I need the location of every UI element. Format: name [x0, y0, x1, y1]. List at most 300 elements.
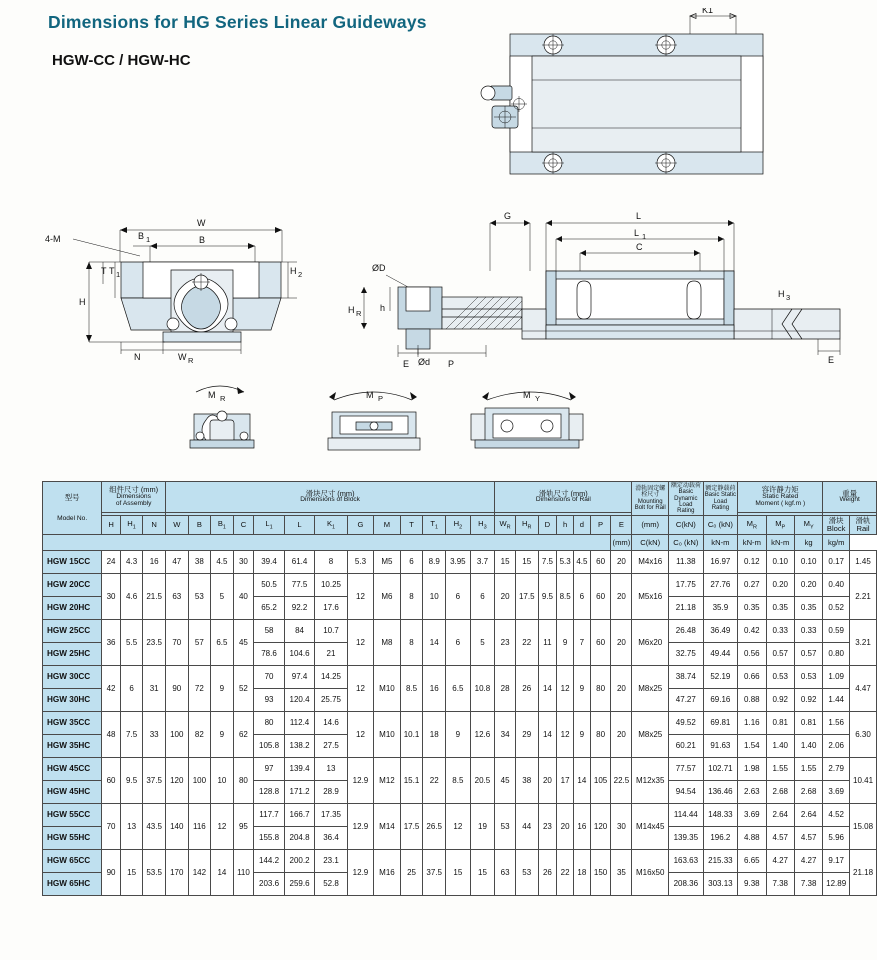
cell-h3: 19 — [470, 804, 495, 850]
cell-c0_kn: 102.71 — [703, 758, 738, 781]
cell-p: 150 — [590, 850, 611, 896]
group-header-static-load: 额定静载荷 Basic Static Load Rating — [703, 482, 738, 516]
row-model-label: HGW 65CC — [43, 850, 102, 873]
cell-h1: 15 — [120, 850, 142, 896]
svg-text:H: H — [778, 289, 785, 299]
cell-l1: 58 — [254, 620, 285, 643]
cell-l: 97.4 — [284, 666, 315, 689]
cell-l1: 203.6 — [254, 873, 285, 896]
cell-c0_kn: 35.9 — [703, 597, 738, 620]
cell-n: 33 — [143, 712, 166, 758]
svg-text:H: H — [348, 305, 355, 315]
col-W: W — [166, 516, 189, 535]
cell-my: 1.40 — [794, 735, 822, 758]
cell-p: 80 — [590, 712, 611, 758]
cell-h: 17 — [557, 758, 574, 804]
cell-my: 0.33 — [794, 620, 822, 643]
cell-d: 9.5 — [538, 574, 557, 620]
cell-my: 0.35 — [794, 597, 822, 620]
cell-e: 20 — [611, 551, 632, 574]
cell-w: 47 — [166, 551, 189, 574]
cell-e: 35 — [611, 850, 632, 896]
cell-t1: 22 — [423, 758, 446, 804]
cell-h3: 5 — [470, 620, 495, 666]
cell-l1: 80 — [254, 712, 285, 735]
cell-t1: 10 — [423, 574, 446, 620]
cell-p: 120 — [590, 804, 611, 850]
cell-wr: 45 — [495, 758, 516, 804]
cell-block_kg: 4.52 — [823, 804, 850, 827]
group-header-bolt: 滑轨固定螺栓尺寸 Mounting Bolt for Rail — [632, 482, 669, 516]
cell-h2: 3.95 — [446, 551, 471, 574]
cell-e: 30 — [611, 804, 632, 850]
cell-g: 5.3 — [347, 551, 373, 574]
cell-l1: 144.2 — [254, 850, 285, 873]
row-model-label: HGW 65HC — [43, 873, 102, 896]
cell-h3: 12.6 — [470, 712, 495, 758]
cell-p: 60 — [590, 551, 611, 574]
svg-text:1: 1 — [642, 232, 647, 241]
cell-h: 20 — [557, 804, 574, 850]
cell-h2: 15 — [446, 850, 471, 896]
cell-rail_kgm: 1.45 — [850, 551, 877, 574]
svg-text:N: N — [134, 352, 141, 362]
row-model-label: HGW 35CC — [43, 712, 102, 735]
cell-hr: 26 — [515, 666, 538, 712]
unit-mr: kN-m — [703, 535, 738, 551]
cell-b1: 6.5 — [211, 620, 233, 666]
cell-c_kn: 163.63 — [669, 850, 704, 873]
group-header-assembly: 组件尺寸 (mm) Dimensions of Assembly — [102, 482, 166, 513]
unit-bolt: (mm) — [611, 535, 632, 551]
cell-l1: 105.8 — [254, 735, 285, 758]
cell-mr: 2.63 — [738, 781, 766, 804]
col-WR: $W_R$ — [495, 516, 516, 535]
cell-l: 139.4 — [284, 758, 315, 781]
cell-l: 138.2 — [284, 735, 315, 758]
svg-text:Y: Y — [535, 394, 541, 403]
svg-text:h: h — [380, 303, 386, 313]
specifications-table — [42, 481, 877, 896]
row-model-label: HGW 20HC — [43, 597, 102, 620]
cell-t1: 18 — [423, 712, 446, 758]
cell-b: 72 — [188, 666, 211, 712]
cell-rail_kgm: 3.21 — [850, 620, 877, 666]
group-header-weight: 重量 Weight — [823, 482, 877, 513]
cell-mp: 4.57 — [766, 827, 794, 850]
cell-h3: 6 — [470, 574, 495, 620]
cell-g: 12 — [347, 712, 373, 758]
cell-mr: 1.54 — [738, 735, 766, 758]
cell-block_kg: 0.40 — [823, 574, 850, 597]
col-B: B — [188, 516, 211, 535]
cell-e: 22.5 — [611, 758, 632, 804]
cell-d: 4.5 — [574, 551, 591, 574]
cell-l: 120.4 — [284, 689, 315, 712]
svg-text:2: 2 — [298, 270, 303, 279]
col-K1: $K_1$ — [315, 516, 347, 535]
col-MP: $M_P$ — [766, 516, 794, 535]
cell-l: 204.8 — [284, 827, 315, 850]
cell-k1: 28.9 — [315, 781, 347, 804]
cell-mr: 3.69 — [738, 804, 766, 827]
cell-c_kn: 60.21 — [669, 735, 704, 758]
col-static-unit: C₀ (kN) — [703, 516, 738, 535]
table-row — [43, 712, 877, 735]
cell-p: 60 — [590, 620, 611, 666]
table-row — [43, 758, 877, 781]
cell-mp: 0.20 — [766, 574, 794, 597]
svg-text:3: 3 — [786, 293, 791, 302]
cell-h1: 4.3 — [120, 551, 142, 574]
cell-c: 45 — [233, 620, 254, 666]
cell-c0_kn: 49.44 — [703, 643, 738, 666]
svg-text:W: W — [178, 352, 187, 362]
cell-c0_kn: 36.49 — [703, 620, 738, 643]
cell-h2: 6 — [446, 620, 471, 666]
cell-d: 11 — [538, 620, 557, 666]
cell-g: 12.9 — [347, 758, 373, 804]
page-subtitle: HGW-CC / HGW-HC — [52, 52, 191, 69]
cell-d: 26 — [538, 850, 557, 896]
cell-h: 42 — [102, 666, 121, 712]
svg-text:W: W — [197, 218, 206, 228]
cell-l1: 78.6 — [254, 643, 285, 666]
cell-k1: 14.6 — [315, 712, 347, 735]
cell-l1: 39.4 — [254, 551, 285, 574]
unit-rail-kgm: kg/m — [823, 535, 850, 551]
cell-mp: 7.38 — [766, 873, 794, 896]
cell-l1: 50.5 — [254, 574, 285, 597]
svg-text:ØD: ØD — [372, 263, 386, 273]
figure-moment-mp — [300, 380, 450, 475]
cell-c_kn: 26.48 — [669, 620, 704, 643]
cell-l: 171.2 — [284, 781, 315, 804]
cell-bolt: M16x50 — [632, 850, 669, 896]
cell-block_kg: 0.59 — [823, 620, 850, 643]
col-P: P — [590, 516, 611, 535]
cell-k1: 25.75 — [315, 689, 347, 712]
svg-text:4-M: 4-M — [45, 234, 61, 244]
cell-t1: 26.5 — [423, 804, 446, 850]
cell-bolt: M5x16 — [632, 574, 669, 620]
cell-mp: 2.68 — [766, 781, 794, 804]
table-row — [43, 574, 877, 597]
row-model-label: HGW 55CC — [43, 804, 102, 827]
specifications-table-wrapper — [42, 481, 877, 896]
cell-p: 60 — [590, 574, 611, 620]
cell-b1: 10 — [211, 758, 233, 804]
cell-d: 6 — [574, 574, 591, 620]
cell-rail_kgm: 4.47 — [850, 666, 877, 712]
cell-c_kn: 47.27 — [669, 689, 704, 712]
cell-mr: 1.16 — [738, 712, 766, 735]
cell-l1: 93 — [254, 689, 285, 712]
cell-mp: 0.92 — [766, 689, 794, 712]
cell-mr: 4.88 — [738, 827, 766, 850]
cell-c_kn: 114.44 — [669, 804, 704, 827]
cell-c0_kn: 303.13 — [703, 873, 738, 896]
cell-k1: 52.8 — [315, 873, 347, 896]
cell-mr: 0.35 — [738, 597, 766, 620]
cell-h3: 15 — [470, 850, 495, 896]
cell-h: 9 — [557, 620, 574, 666]
cell-c0_kn: 16.97 — [703, 551, 738, 574]
cell-n: 23.5 — [143, 620, 166, 666]
table-row — [43, 804, 877, 827]
cell-p: 105 — [590, 758, 611, 804]
cell-m: M16 — [374, 850, 400, 896]
cell-t: 17.5 — [400, 804, 423, 850]
table-row — [43, 666, 877, 689]
cell-c0_kn: 215.33 — [703, 850, 738, 873]
cell-my: 0.92 — [794, 689, 822, 712]
cell-h1: 9.5 — [120, 758, 142, 804]
cell-h2: 9 — [446, 712, 471, 758]
row-model-label: HGW 45CC — [43, 758, 102, 781]
group-header-rail: 滑轨尺寸 (mm) Dimensions of Rail — [495, 482, 632, 513]
col-rail-weight: 滑轨 Rail — [850, 516, 877, 535]
row-model-label: HGW 15CC — [43, 551, 102, 574]
cell-h1: 6 — [120, 666, 142, 712]
cell-c_kn: 49.52 — [669, 712, 704, 735]
cell-mr: 0.12 — [738, 551, 766, 574]
cell-mr: 9.38 — [738, 873, 766, 896]
cell-d: 14 — [574, 758, 591, 804]
group-header-model: 型号 Model No. — [43, 482, 102, 535]
cell-e: 20 — [611, 574, 632, 620]
cell-h: 30 — [102, 574, 121, 620]
cell-rail_kgm: 10.41 — [850, 758, 877, 804]
cell-n: 37.5 — [143, 758, 166, 804]
cell-mr: 0.56 — [738, 643, 766, 666]
cell-k1: 27.5 — [315, 735, 347, 758]
cell-l: 61.4 — [284, 551, 315, 574]
cell-d: 14 — [538, 712, 557, 758]
cell-my: 0.57 — [794, 643, 822, 666]
cell-hr: 17.5 — [515, 574, 538, 620]
cell-h: 60 — [102, 758, 121, 804]
cell-w: 90 — [166, 666, 189, 712]
cell-t: 15.1 — [400, 758, 423, 804]
cell-h2: 6 — [446, 574, 471, 620]
cell-l1: 65.2 — [254, 597, 285, 620]
cell-l1: 128.8 — [254, 781, 285, 804]
cell-c: 110 — [233, 850, 254, 896]
cell-block_kg: 1.44 — [823, 689, 850, 712]
cell-k1: 10.7 — [315, 620, 347, 643]
row-model-label: HGW 20CC — [43, 574, 102, 597]
cell-mp: 0.53 — [766, 666, 794, 689]
svg-text:M: M — [208, 390, 216, 400]
group-header-dynamic-load: 额定动载荷 Basic Dynamic Load Rating — [669, 482, 704, 516]
cell-my: 4.27 — [794, 850, 822, 873]
cell-d: 18 — [574, 850, 591, 896]
cell-w: 170 — [166, 850, 189, 896]
cell-mr: 0.88 — [738, 689, 766, 712]
cell-t: 8 — [400, 574, 423, 620]
cell-b1: 12 — [211, 804, 233, 850]
col-E: E — [611, 516, 632, 535]
cell-n: 16 — [143, 551, 166, 574]
svg-text:E: E — [828, 355, 835, 365]
table-group-header-row — [43, 482, 877, 513]
cell-wr: 15 — [495, 551, 516, 574]
svg-text:B: B — [199, 235, 206, 245]
cell-l1: 117.7 — [254, 804, 285, 827]
cell-block_kg: 5.96 — [823, 827, 850, 850]
figure-rail-side-view — [340, 205, 860, 395]
cell-l: 259.6 — [284, 873, 315, 896]
cell-h: 5.3 — [557, 551, 574, 574]
col-C: C — [233, 516, 254, 535]
svg-text:L: L — [634, 228, 640, 238]
col-MR: $M_R$ — [738, 516, 766, 535]
cell-h: 70 — [102, 804, 121, 850]
cell-mp: 0.10 — [766, 551, 794, 574]
cell-hr: 53 — [515, 850, 538, 896]
cell-mr: 1.98 — [738, 758, 766, 781]
group-header-moment: 容许静力矩 Static Rated Moment ( kgf.m ) — [738, 482, 823, 513]
svg-text:C: C — [636, 242, 643, 252]
svg-text:P: P — [378, 394, 384, 403]
cell-p: 80 — [590, 666, 611, 712]
cell-rail_kgm: 21.18 — [850, 850, 877, 896]
col-H: H — [102, 516, 121, 535]
cell-bolt: M8x25 — [632, 712, 669, 758]
cell-k1: 21 — [315, 643, 347, 666]
cell-b1: 9 — [211, 666, 233, 712]
cell-e: 20 — [611, 620, 632, 666]
table-body — [43, 551, 877, 896]
col-bolt-unit: (mm) — [632, 516, 669, 535]
cell-block_kg: 0.80 — [823, 643, 850, 666]
col-dynamic-unit: C(kN) — [669, 516, 704, 535]
svg-text:E: E — [403, 359, 410, 369]
cell-rail_kgm: 6.30 — [850, 712, 877, 758]
cell-m: M8 — [374, 620, 400, 666]
cell-block_kg: 0.17 — [823, 551, 850, 574]
cell-g: 12 — [347, 620, 373, 666]
cell-c: 62 — [233, 712, 254, 758]
cell-t: 25 — [400, 850, 423, 896]
col-h: h — [557, 516, 574, 535]
cell-b: 100 — [188, 758, 211, 804]
cell-mr: 0.66 — [738, 666, 766, 689]
cell-l: 92.2 — [284, 597, 315, 620]
unit-my: kN-m — [766, 535, 794, 551]
col-T: T — [400, 516, 423, 535]
cell-d: 16 — [574, 804, 591, 850]
cell-block_kg: 12.89 — [823, 873, 850, 896]
cell-my: 1.55 — [794, 758, 822, 781]
cell-block_kg: 3.69 — [823, 781, 850, 804]
cell-b: 38 — [188, 551, 211, 574]
cell-k1: 14.25 — [315, 666, 347, 689]
units-dimensions — [43, 535, 611, 551]
unit-static: C₀ (kN) — [669, 535, 704, 551]
cell-c: 52 — [233, 666, 254, 712]
col-MY: $M_Y$ — [794, 516, 822, 535]
cell-h1: 7.5 — [120, 712, 142, 758]
table-column-header-row — [43, 516, 877, 535]
col-T1: $T_1$ — [423, 516, 446, 535]
cell-my: 2.64 — [794, 804, 822, 827]
cell-block_kg: 1.56 — [823, 712, 850, 735]
cell-my: 7.38 — [794, 873, 822, 896]
cell-t1: 8.9 — [423, 551, 446, 574]
cell-h1: 4.6 — [120, 574, 142, 620]
cell-c0_kn: 91.63 — [703, 735, 738, 758]
cell-h: 48 — [102, 712, 121, 758]
cell-hr: 22 — [515, 620, 538, 666]
col-H2: $H_2$ — [446, 516, 471, 535]
cell-my: 0.10 — [794, 551, 822, 574]
svg-text:H: H — [79, 297, 86, 307]
group-header-block: 滑块尺寸 (mm) Dimensions of Block — [166, 482, 495, 513]
cell-c0_kn: 69.16 — [703, 689, 738, 712]
cell-block_kg: 2.79 — [823, 758, 850, 781]
cell-h2: 12 — [446, 804, 471, 850]
cell-bolt: M14x45 — [632, 804, 669, 850]
cell-bolt: M4x16 — [632, 551, 669, 574]
cell-c: 95 — [233, 804, 254, 850]
row-model-label: HGW 25HC — [43, 643, 102, 666]
cell-l: 166.7 — [284, 804, 315, 827]
cell-l1: 97 — [254, 758, 285, 781]
cell-mp: 2.64 — [766, 804, 794, 827]
cell-mp: 0.35 — [766, 597, 794, 620]
cell-c_kn: 208.36 — [669, 873, 704, 896]
cell-b: 116 — [188, 804, 211, 850]
col-H1: $H_1$ — [120, 516, 142, 535]
svg-text:T: T — [109, 266, 115, 276]
cell-mp: 1.40 — [766, 735, 794, 758]
cell-t: 6 — [400, 551, 423, 574]
unit-mp: kN-m — [738, 535, 766, 551]
cell-c0_kn: 196.2 — [703, 827, 738, 850]
cell-h: 36 — [102, 620, 121, 666]
cell-b: 53 — [188, 574, 211, 620]
cell-h1: 13 — [120, 804, 142, 850]
cell-block_kg: 0.52 — [823, 597, 850, 620]
table-units-row — [43, 535, 877, 551]
cell-m: M10 — [374, 666, 400, 712]
svg-text:R: R — [220, 394, 226, 403]
cell-c0_kn: 69.81 — [703, 712, 738, 735]
cell-my: 0.81 — [794, 712, 822, 735]
cell-mp: 0.81 — [766, 712, 794, 735]
cell-wr: 53 — [495, 804, 516, 850]
cell-d: 7 — [574, 620, 591, 666]
svg-text:R: R — [188, 356, 194, 365]
cell-mp: 0.57 — [766, 643, 794, 666]
cell-block_kg: 2.06 — [823, 735, 850, 758]
cell-m: M5 — [374, 551, 400, 574]
cell-block_kg: 9.17 — [823, 850, 850, 873]
cell-c0_kn: 136.46 — [703, 781, 738, 804]
cell-k1: 23.1 — [315, 850, 347, 873]
cell-b1: 9 — [211, 712, 233, 758]
figure-moment-mr — [180, 380, 310, 475]
cell-wr: 34 — [495, 712, 516, 758]
cell-m: M6 — [374, 574, 400, 620]
cell-d: 14 — [538, 666, 557, 712]
table-row — [43, 850, 877, 873]
cell-my: 0.53 — [794, 666, 822, 689]
table-row — [43, 551, 877, 574]
cell-l: 77.5 — [284, 574, 315, 597]
